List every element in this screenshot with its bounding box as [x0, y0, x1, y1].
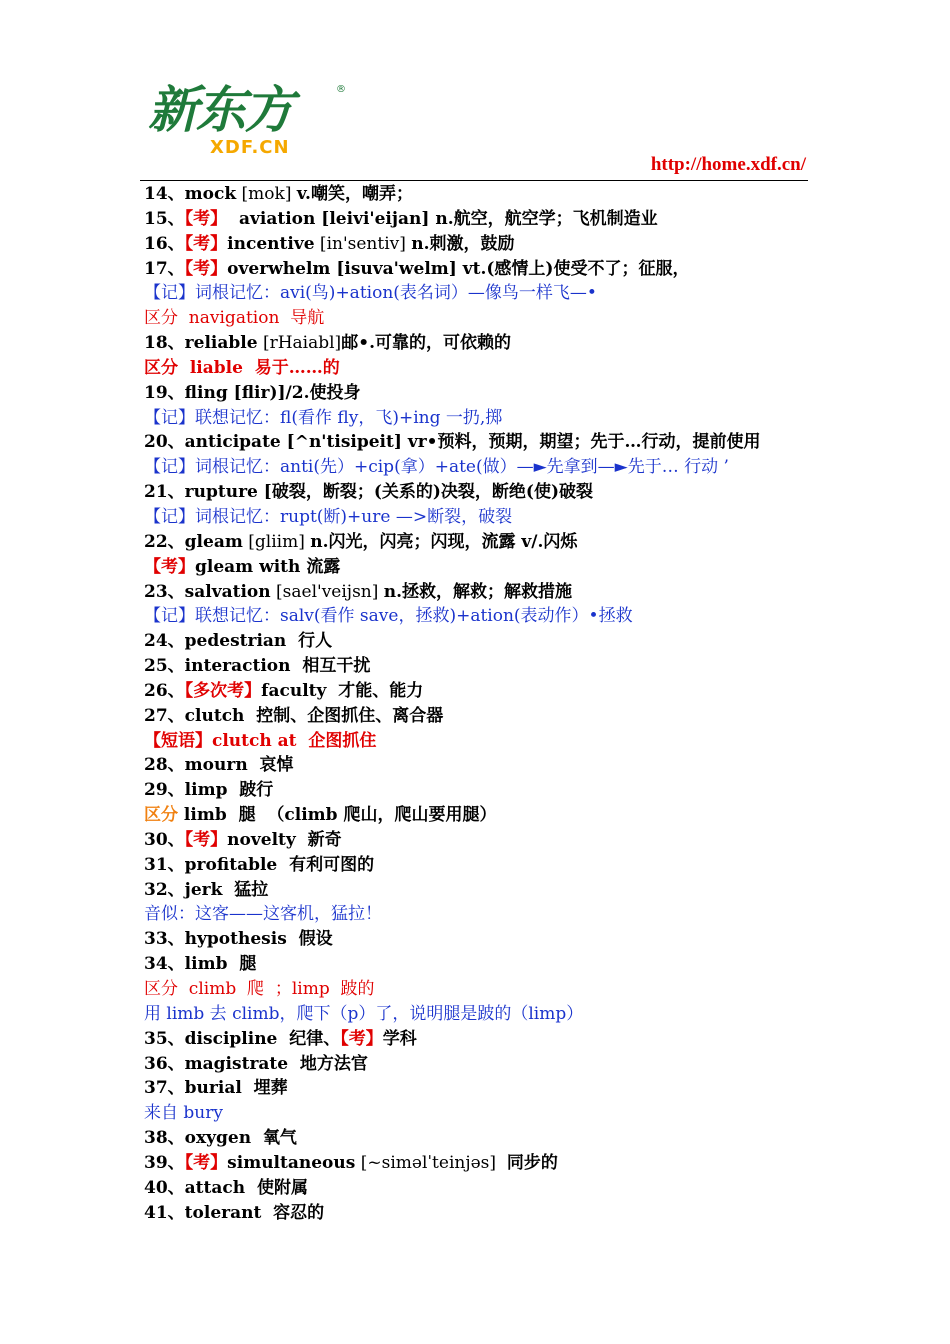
entry-word: mourn — [184, 755, 260, 776]
entry-word: interaction — [184, 656, 303, 677]
entry-word: tolerant — [184, 1202, 274, 1223]
entry-17 — [144, 257, 824, 282]
vocabulary-list — [144, 182, 824, 1225]
entry-definition: 控制、企图抓住、离合器 — [256, 705, 444, 726]
distinction-note: 区分 liable 易于……的 — [144, 357, 340, 378]
entry-definition: n.刺激，鼓励 — [411, 233, 515, 254]
entry-definition: n.航空，航空学；飞机制造业 — [435, 208, 658, 229]
entry-number: 28、 — [144, 755, 185, 776]
entry-definition: 猛拉 — [234, 879, 269, 900]
entry-15 — [144, 207, 824, 232]
entry-word: limb — [183, 805, 239, 826]
entry-number: 26、 — [144, 680, 185, 701]
entry-word: overwhelm [isuva'welm] — [227, 258, 463, 279]
logo-domain: XDF.CN — [210, 137, 290, 158]
entry-word: rupture [ — [184, 482, 272, 503]
entry-35 — [144, 1027, 824, 1052]
entry-20 — [144, 430, 824, 455]
phrase-note: 【短语】clutch at 企图抓住 — [144, 730, 377, 751]
entry-27 — [144, 704, 824, 729]
entry-definition: 使投身 — [309, 382, 361, 403]
entry-36 — [144, 1052, 824, 1077]
entry-definition: 才能、能力 — [338, 680, 424, 701]
entry-18 — [144, 331, 824, 356]
entry-22 — [144, 530, 824, 555]
entry-word: simultaneous — [227, 1152, 356, 1173]
exam-phrase — [144, 555, 824, 580]
entry-word: anticipate [^n'tisipeit] — [184, 432, 408, 453]
header-url-link[interactable]: http://home.xdf.cn/ — [650, 154, 806, 175]
exam-tag: 【考】 — [144, 556, 195, 577]
entry-24 — [144, 629, 824, 654]
entry-definition: 邮•.可靠的，可依赖的 — [341, 333, 511, 354]
entry-34 — [144, 952, 824, 977]
distinction-note: 区分 climb 爬 ；limp 跛的 — [144, 979, 375, 999]
exam-tag: 【考】 — [184, 208, 228, 229]
entry-14 — [144, 182, 824, 207]
exam-tag: 【考】 — [340, 1028, 383, 1049]
xdf-logo — [148, 80, 348, 162]
entry-word: fling [flir)]/2. — [184, 382, 310, 403]
entry-definition: 容忍的 — [273, 1202, 325, 1223]
entry-number: 15、 — [144, 208, 185, 229]
entry-number: 30、 — [144, 829, 185, 850]
entry-phonetic: [in'sentiv] — [314, 233, 412, 254]
entry-word: attach — [184, 1177, 257, 1198]
entry-number: 18、 — [144, 333, 185, 354]
entry-definition: 纪律、 — [289, 1028, 341, 1049]
entry-definition: 地方法官 — [299, 1053, 368, 1074]
entry-word: hypothesis — [184, 929, 299, 950]
entry-word: burial — [184, 1078, 254, 1099]
entry-25 — [144, 654, 824, 679]
entry-definition: 哀悼 — [259, 755, 294, 776]
entry-number: 20、 — [144, 432, 185, 453]
header-divider — [140, 180, 808, 181]
entry-definition: 破裂，断裂；(关系的)决裂，断绝(使)破裂 — [271, 482, 594, 503]
entry-definition: 流露 — [306, 556, 341, 577]
sound-alike-note: 音似：这客——这客机，猛拉！ — [144, 904, 382, 925]
exam-tag: 【考】 — [184, 829, 228, 850]
entry-definition: 埋葬 — [253, 1078, 288, 1099]
distinction-tag: 区分 — [144, 805, 184, 826]
distinction-note — [144, 803, 824, 828]
entry-number: 32、 — [144, 879, 185, 900]
distinction-note: 区分 navigation 导航 — [144, 308, 325, 329]
entry-33 — [144, 927, 824, 952]
entry-word: salvation — [184, 581, 271, 602]
entry-number: 33、 — [144, 929, 185, 950]
entry-26 — [144, 679, 824, 704]
entry-definition: vt.(感情上)使受不了；征服， — [462, 258, 690, 279]
entry-number: 19、 — [144, 382, 185, 403]
exam-tag: 【考】 — [184, 233, 228, 254]
entry-number: 24、 — [144, 631, 185, 652]
entry-31 — [144, 853, 824, 878]
entry-number: 36、 — [144, 1053, 185, 1074]
entry-definition: 腿 — [239, 954, 257, 975]
entry-number: 29、 — [144, 780, 185, 801]
entry-29 — [144, 778, 824, 803]
entry-16 — [144, 232, 824, 257]
entry-word: magistrate — [184, 1053, 300, 1074]
entry-word: aviation [leivi'eijan] — [227, 208, 436, 229]
entry-definition: 使附属 — [256, 1177, 308, 1198]
entry-phonetic: [sael'veijsn] — [270, 581, 384, 602]
entry-definition: 相互干扰 — [302, 656, 371, 677]
entry-number: 39、 — [144, 1152, 185, 1173]
memory-note: 【记】联想记忆：salv(看作 save，拯救)+ation(表动作）•拯救 — [144, 606, 633, 627]
entry-definition: 氧气 — [262, 1128, 297, 1149]
memory-note: 用 limb 去 climb，爬下（p）了，说明腿是跛的（limp） — [144, 1003, 584, 1024]
entry-word: oxygen — [184, 1128, 263, 1149]
entry-word: incentive — [227, 233, 315, 254]
entry-number: 21、 — [144, 482, 185, 503]
entry-word: profitable — [184, 854, 290, 875]
entry-40 — [144, 1176, 824, 1201]
entry-definition: 跛行 — [239, 780, 274, 801]
entry-definition: n.拯救，解救；解救措施 — [383, 581, 573, 602]
entry-definition: 新奇 — [307, 829, 342, 850]
entry-number: 25、 — [144, 656, 185, 677]
entry-word: mock — [184, 184, 237, 204]
entry-19 — [144, 381, 824, 406]
exam-tag: 【多次考】 — [184, 680, 262, 701]
entry-number: 34、 — [144, 954, 185, 975]
exam-tag: 【考】 — [184, 258, 228, 279]
entry-word: faculty — [261, 680, 339, 701]
entry-number: 16、 — [144, 233, 185, 254]
entry-number: 17、 — [144, 258, 185, 279]
entry-word: gleam — [184, 531, 243, 552]
entry-word: reliable — [184, 333, 258, 354]
memory-note: 【记】词根记忆：avi(鸟)+ation(表名词）—像鸟一样飞—• — [144, 283, 597, 304]
entry-word: limb — [184, 954, 240, 975]
entry-word: discipline — [184, 1028, 290, 1049]
entry-21 — [144, 480, 824, 505]
entry-phonetic: [mok] — [236, 184, 297, 204]
entry-41 — [144, 1201, 824, 1226]
entry-number: 41、 — [144, 1202, 185, 1223]
entry-number: 38、 — [144, 1128, 185, 1149]
entry-number: 35、 — [144, 1028, 185, 1049]
memory-note: 【记】词根记忆：rupt(断)+ure —>断裂，破裂 — [144, 506, 513, 527]
entry-number: 31、 — [144, 854, 185, 875]
entry-word: clutch — [184, 705, 257, 726]
entry-23 — [144, 580, 824, 605]
entry-32 — [144, 878, 824, 903]
entry-37 — [144, 1076, 824, 1101]
entry-definition-2: 学科 — [382, 1028, 417, 1049]
entry-phonetic: [gliim] — [242, 531, 311, 552]
entry-number: 22、 — [144, 531, 185, 552]
entry-word: gleam with — [195, 556, 307, 577]
entry-definition: 假设 — [298, 929, 333, 950]
entry-definition: v.嘲笑，嘲弄； — [296, 184, 413, 204]
entry-definition: vr•预料，预期，期望；先于…行动，提前使用 — [407, 432, 761, 453]
logo-registered-mark: ® — [336, 84, 346, 95]
entry-phonetic: [rHaiabl] — [257, 333, 342, 354]
entry-phonetic: [~siməlˈteinjəs] — [355, 1152, 507, 1173]
entry-number: 40、 — [144, 1177, 185, 1198]
entry-word: limp — [184, 780, 240, 801]
entry-number: 37、 — [144, 1078, 185, 1099]
entry-30 — [144, 828, 824, 853]
entry-word: jerk — [184, 879, 235, 900]
entry-definition: n.闪光，闪亮；闪现，流露 v/.闪烁 — [310, 531, 578, 552]
entry-definition: 行人 — [298, 631, 333, 652]
entry-38 — [144, 1126, 824, 1151]
memory-note: 【记】联想记忆：fl(看作 fly，飞)+ing 一扔,掷 — [144, 407, 503, 428]
logo-wordmark: 新东方 — [148, 81, 292, 139]
entry-word: pedestrian — [184, 631, 299, 652]
entry-definition: 有利可图的 — [289, 854, 375, 875]
entry-number: 23、 — [144, 581, 185, 602]
origin-note: 来自 bury — [144, 1103, 223, 1124]
entry-definition: 同步的 — [506, 1152, 558, 1173]
entry-number: 14、 — [144, 184, 185, 204]
entry-definition: 腿 （climb 爬山，爬山要用腿） — [238, 805, 497, 826]
entry-28 — [144, 753, 824, 778]
entry-word: novelty — [227, 829, 308, 850]
exam-tag: 【考】 — [184, 1152, 228, 1173]
memory-note: 【记】词根记忆：anti(先）+cip(拿）+ate(做）—►先拿到—►先于… 行动 ’ — [144, 457, 729, 478]
entry-number: 27、 — [144, 705, 185, 726]
entry-39 — [144, 1151, 824, 1176]
